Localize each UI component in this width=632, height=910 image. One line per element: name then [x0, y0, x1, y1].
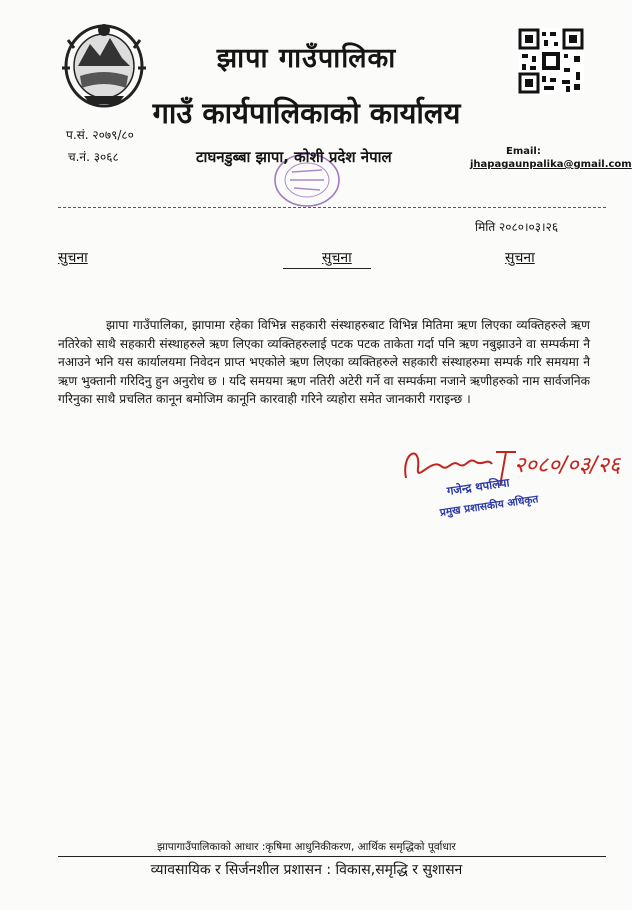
notice-heading-right: सुचना: [505, 250, 535, 266]
reference-number: प.सं. २०७९/८०: [66, 128, 134, 142]
notice-heading-center: सुचना: [322, 250, 352, 266]
signer-name: गजेन्द्र थपलिया: [445, 475, 511, 498]
signer-designation: प्रमुख प्रशासकीय अधिकृत: [439, 493, 540, 519]
footer-slogan: व्यावसायिक र सिर्जनशील प्रशासन : विकास,समृद्धि र सुशासन: [150, 862, 463, 878]
office-address: टाघनडुब्बा झापा, कोशी प्रदेश नेपाल: [196, 148, 392, 166]
municipality-title: झापा गाउँपालिका: [216, 43, 397, 74]
notice-heading-left: सुचना: [58, 250, 88, 266]
footer-divider: [58, 856, 606, 857]
office-title: गाउँ कार्यपालिकाको कार्यालय: [152, 96, 461, 130]
notice-body: [58, 316, 590, 409]
signature-date: २०८०/०३/२६: [514, 453, 621, 478]
notice-paragraph: झापा गाउँपालिका, झापामा रहेका विभिन्न सहकारी संस्थाहरुबाट विभिन्न मितिमा ऋण लिएका व्यक्तिहरुले ऋण नतिरेको साथै सहकारी संस्थाहरुले ऋण लिएका व्यक्तिहरुलाई पटक पटक ताकेता गर्दा पनि ऋण नबुझाउने वा सम्पर्कमा नै नआउने भनि यस कार्यालयमा निवेदन प्राप्त भएकोले ऋण लिएका व्यक्तिहरुले सहकारी संस्थाहरुमा सम्पर्क गरि समयमा नै ऋण भुक्तानी गरिदिनु हुन अनुरोध छ । यदि समयमा ऋण नतिरी अटेरी गर्ने वा सम्पर्कमा नजाने ऋणीहरुको नाम सार्वजनिक गरिनुका साथै प्रचलित कानून बमोजिम कानूनि कारवाही गरिने व्यहोरा समेत जानकारी गराइन्छ ।: [58, 318, 590, 406]
header-divider: [58, 207, 606, 208]
notice-underline: [283, 268, 371, 269]
email-link[interactable]: jhapagaunpalika@gmail.com: [470, 159, 632, 170]
email-label: Email:: [506, 146, 541, 157]
letter-date: मिति २०८०।०३।२६: [475, 220, 559, 234]
dispatch-number: च.नं. ३०६८: [68, 150, 119, 164]
footer-motto: झापागाउँपालिकाको आधार :कृषिमा आधुनिकीकरण, आर्थिक समृद्धिको पूर्वाधार: [157, 841, 456, 853]
